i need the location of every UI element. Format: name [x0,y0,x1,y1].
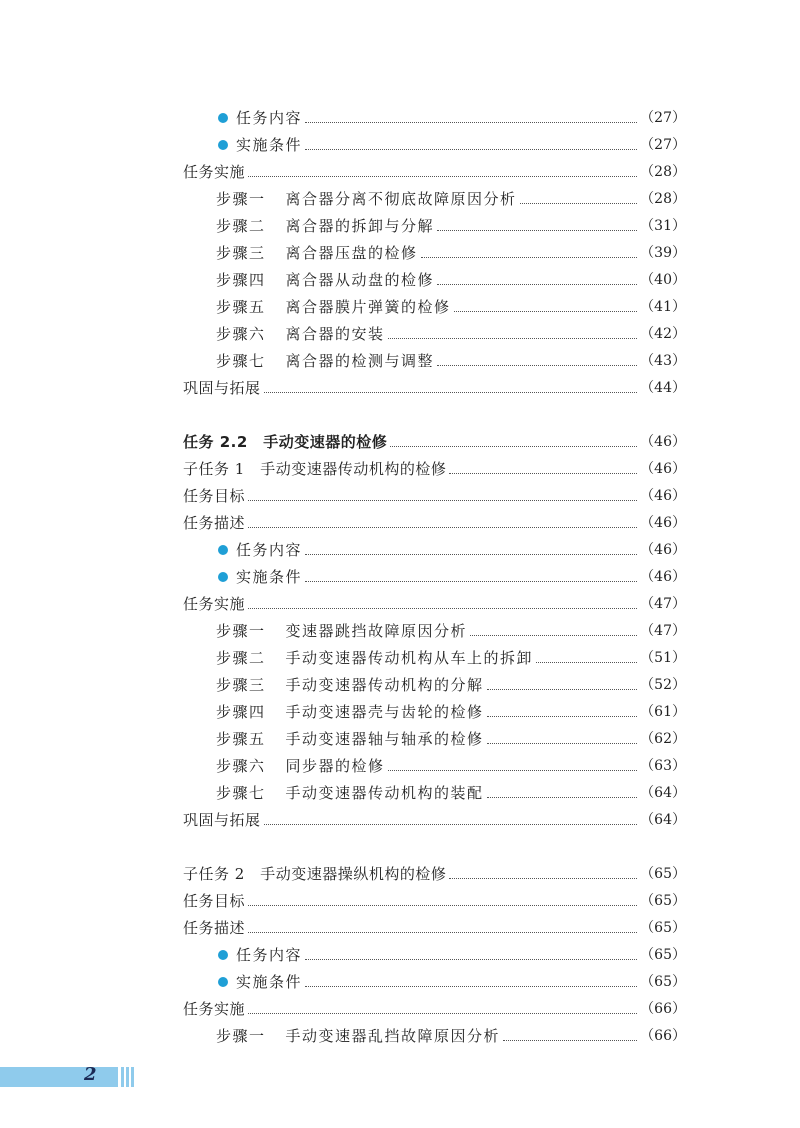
toc-entry-page: （64） [640,785,686,801]
toc-entry[interactable] [0,917,800,939]
toc-entry-page: （28） [640,164,686,180]
toc-entry-title: 任务内容 [236,109,303,127]
toc-entry-title: 手动变速器传动机构从车上的拆卸 [285,649,534,667]
dot-leader [536,662,637,663]
toc-entry[interactable] [0,593,800,615]
toc-entry-title: 实施条件 [236,568,303,586]
toc-entry[interactable] [0,107,800,129]
dot-leader [390,446,637,447]
toc-entry[interactable] [0,782,800,804]
toc-entry-title: 任务目标 [183,487,246,505]
toc-entry-page: （51） [640,650,686,666]
toc-entry[interactable] [0,458,800,480]
bullet-icon [218,140,228,150]
step-label: 步骤二 [216,649,266,667]
dot-leader [520,203,638,204]
step-label: 步骤四 [216,271,266,289]
toc-entry-page: （66） [640,1001,686,1017]
step-label: 步骤五 [216,298,266,316]
toc-entry-page: （52） [640,677,686,693]
step-label: 步骤二 [216,217,266,235]
toc-entry[interactable] [0,485,800,507]
toc-entry-title: 任务目标 [183,892,246,910]
toc-entry[interactable] [0,269,800,291]
toc-entry-page: （43） [640,353,686,369]
toc-entry-page: （61） [640,704,686,720]
step-label: 步骤一 [216,190,266,208]
toc-entry[interactable] [0,215,800,237]
toc-entry[interactable] [0,566,800,588]
dot-leader [449,473,637,474]
toc-entry-page: （65） [640,893,686,909]
toc-entry-page: （64） [640,812,686,828]
toc-entry[interactable] [0,944,800,966]
toc-entry[interactable] [0,1025,800,1047]
toc-entry-page: （65） [640,947,686,963]
toc-entry-page: （46） [640,515,686,531]
toc-entry[interactable] [0,647,800,669]
toc-entry-page: （65） [640,974,686,990]
step-label: 步骤六 [216,325,266,343]
bullet-icon [218,572,228,582]
toc-entry[interactable] [0,296,800,318]
bullet-icon [218,113,228,123]
toc-entry-title: 手动变速器轴与轴承的检修 [285,730,484,748]
toc-entry-page: （47） [640,596,686,612]
toc-entry-title: 离合器分离不彻底故障原因分析 [285,190,517,208]
dot-leader [264,824,638,825]
toc-entry-title: 离合器的检测与调整 [285,352,435,370]
toc-entry[interactable] [0,620,800,642]
dot-leader [264,392,638,393]
toc-entry[interactable] [0,512,800,534]
toc-entry[interactable] [0,890,800,912]
toc-entry-title: 任务描述 [183,514,246,532]
toc-entry-title: 任务实施 [183,595,246,613]
dot-leader [248,932,637,933]
dot-leader [305,554,637,555]
toc-entry-title: 手动变速器壳与齿轮的检修 [285,703,484,721]
toc-entry-page: （65） [640,866,686,882]
dot-leader [421,257,638,258]
toc-entry-page: （46） [640,434,686,450]
toc-entry-title: 手动变速器传动机构的分解 [285,676,484,694]
toc-entry[interactable] [0,188,800,210]
toc-entry[interactable] [0,809,800,831]
dot-leader [487,716,638,717]
toc-entry[interactable] [0,323,800,345]
toc-entry[interactable] [0,755,800,777]
dot-leader [487,797,638,798]
step-label: 步骤六 [216,757,266,775]
toc-entry-page: （44） [640,380,686,396]
toc-entry-title: 离合器膜片弹簧的检修 [285,298,451,316]
toc-entry-title: 巩固与拓展 [183,379,261,397]
toc-entry[interactable] [0,134,800,156]
toc-entry-title: 任务实施 [183,1000,246,1018]
toc-entry-title: 离合器的安装 [285,325,385,343]
toc-entry[interactable] [0,377,800,399]
dot-leader [454,311,638,312]
toc-entry-title: 实施条件 [236,136,303,154]
dot-leader [248,527,637,528]
toc-entry-page: （31） [640,218,686,234]
dot-leader [449,878,637,879]
toc-entry-title: 任务内容 [236,541,303,559]
dot-leader [437,230,637,231]
toc-entry[interactable] [0,998,800,1020]
toc-entry-title: 手动变速器传动机构的装配 [285,784,484,802]
step-label: 步骤一 [216,1027,266,1045]
bullet-icon [218,977,228,987]
toc-entry-page: （27） [640,137,686,153]
toc-entry-title: 任务内容 [236,946,303,964]
dot-leader [487,689,638,690]
toc-entry-page: （65） [640,920,686,936]
toc-entry-title: 实施条件 [236,973,303,991]
toc-entry-page: （41） [640,299,686,315]
toc-entry[interactable] [0,674,800,696]
toc-entry[interactable] [0,161,800,183]
toc-entry-page: （28） [640,191,686,207]
toc-entry-title: 离合器从动盘的检修 [285,271,435,289]
dot-leader [305,959,637,960]
footer-stripe [131,1067,134,1087]
step-label: 步骤三 [216,244,266,262]
toc-entry-title: 变速器跳挡故障原因分析 [285,622,468,640]
toc-entry[interactable] [0,242,800,264]
toc-entry-title: 巩固与拓展 [183,811,261,829]
dot-leader [305,122,637,123]
toc-entry-title: 任务描述 [183,919,246,937]
footer-stripe [126,1067,129,1087]
toc-entry-page: （40） [640,272,686,288]
step-label: 步骤五 [216,730,266,748]
bullet-icon [218,545,228,555]
dot-leader [437,365,637,366]
step-label: 步骤一 [216,622,266,640]
toc-entry[interactable] [0,431,800,453]
toc-entry[interactable] [0,971,800,993]
toc-entry-page: （63） [640,758,686,774]
toc-entry-page: （42） [640,326,686,342]
dot-leader [248,1013,637,1014]
toc-entry[interactable] [0,863,800,885]
toc-entry[interactable] [0,350,800,372]
dot-leader [388,770,638,771]
toc-entry-title: 子任务 2 手动变速器操纵机构的检修 [183,865,447,883]
toc-entry-page: （39） [640,245,686,261]
dot-leader [437,284,637,285]
dot-leader [248,905,637,906]
dot-leader [248,608,637,609]
footer-bar [0,1067,118,1087]
toc-entry-page: （27） [640,110,686,126]
toc-entry-title: 任务实施 [183,163,246,181]
dot-leader [470,635,637,636]
dot-leader [305,149,637,150]
toc-entry[interactable] [0,701,800,723]
step-label: 步骤三 [216,676,266,694]
dot-leader [503,1040,637,1041]
toc-entry-page: （62） [640,731,686,747]
toc-entry-page: （66） [640,1028,686,1044]
toc-entry-page: （47） [640,623,686,639]
toc-entry-title: 离合器压盘的检修 [285,244,418,262]
footer-stripe [121,1067,124,1087]
toc-entry-title: 离合器的拆卸与分解 [285,217,435,235]
dot-leader [487,743,638,744]
toc-entry-page: （46） [640,461,686,477]
page-number: 2 [84,1064,97,1085]
dot-leader [305,986,637,987]
dot-leader [305,581,637,582]
bullet-icon [218,950,228,960]
toc-entry[interactable] [0,539,800,561]
toc-entry-title: 任务 2.2 手动变速器的检修 [183,433,388,451]
step-label: 步骤七 [216,352,266,370]
toc-entry-page: （46） [640,569,686,585]
step-label: 步骤七 [216,784,266,802]
toc-entry-title: 同步器的检修 [285,757,385,775]
dot-leader [248,500,637,501]
dot-leader [248,176,637,177]
dot-leader [388,338,638,339]
toc-entry-title: 子任务 1 手动变速器传动机构的检修 [183,460,447,478]
toc-entry-page: （46） [640,542,686,558]
toc-entry[interactable] [0,728,800,750]
toc-entry-title: 手动变速器乱挡故障原因分析 [285,1027,501,1045]
step-label: 步骤四 [216,703,266,721]
toc-entry-page: （46） [640,488,686,504]
